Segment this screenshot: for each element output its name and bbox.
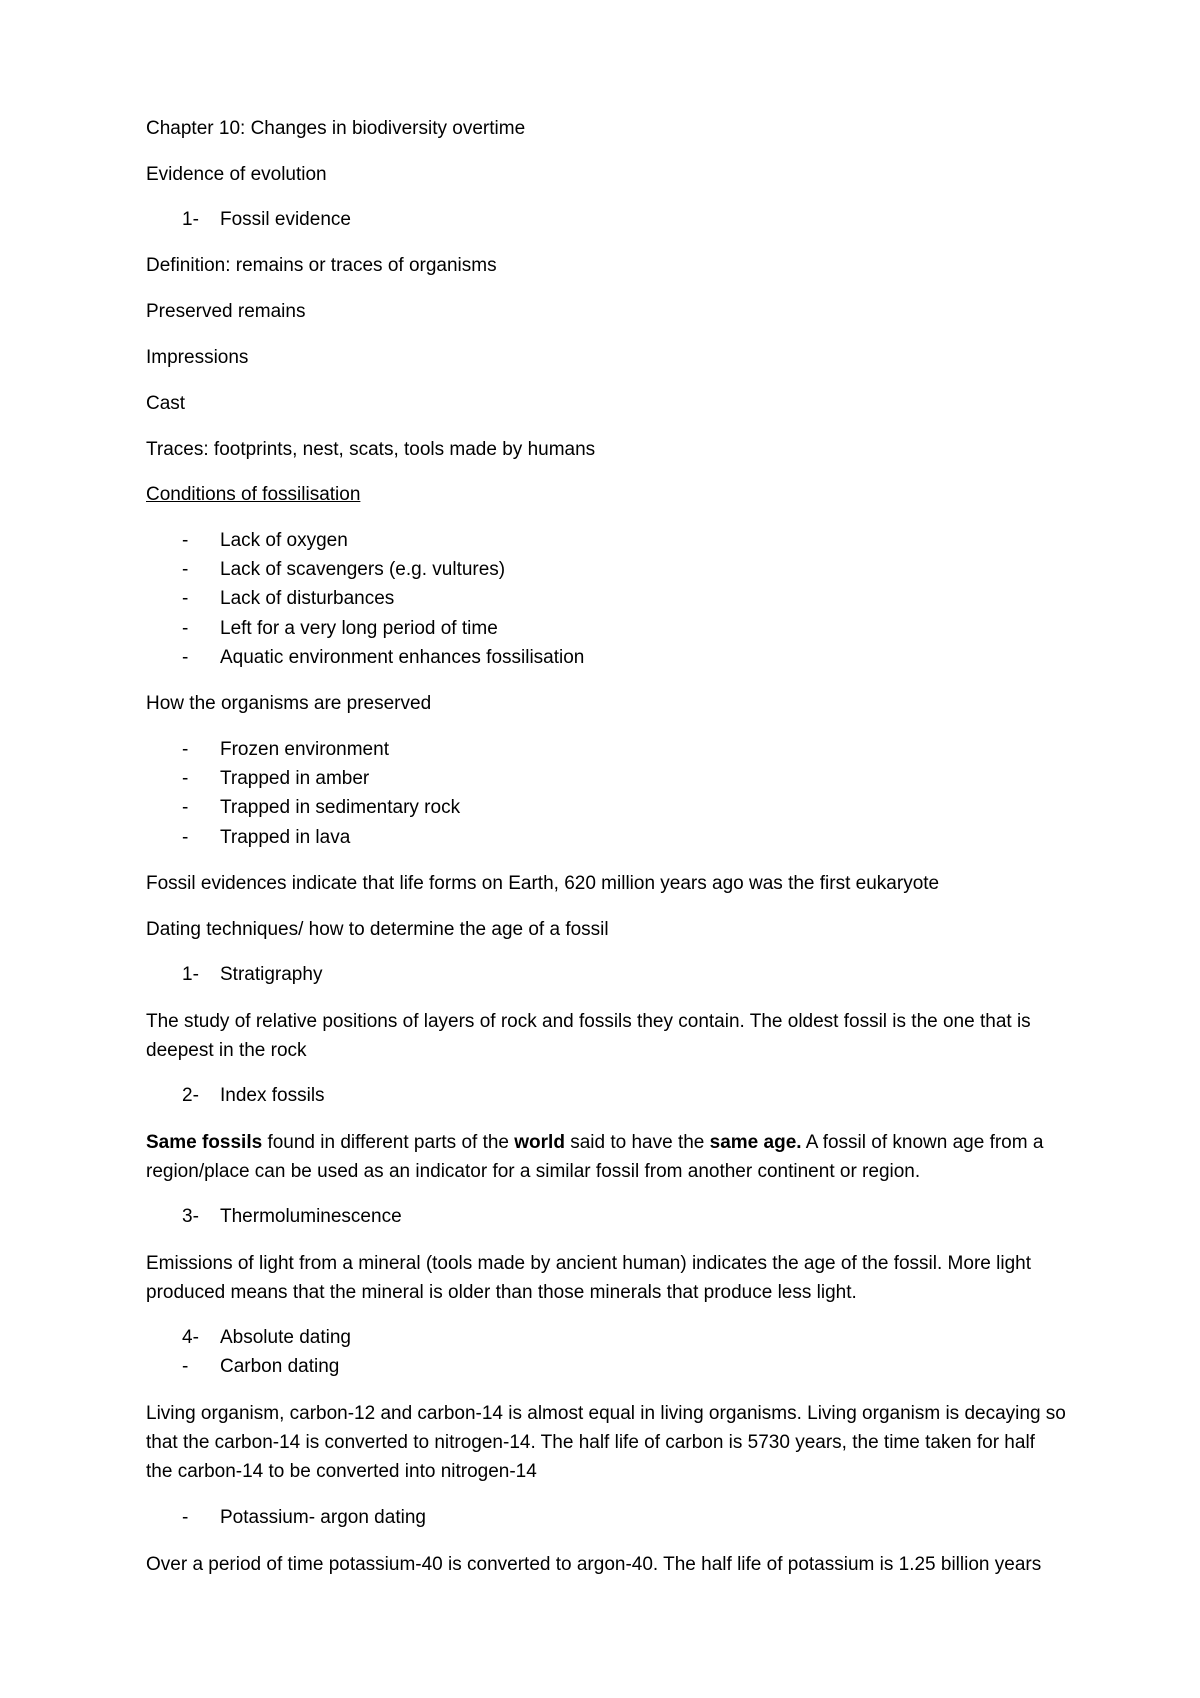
list-bullet: - (182, 739, 189, 760)
carbon-dating-paragraph: Living organism, carbon-12 and carbon-14 is almost equal in living organisms. Living organism is decaying so that the carbon-14 is converted to nitrogen-14. The half life of carbon is 5730 years, the time taken for half the carbon-14 to be converted into nitrogen-14 (146, 1403, 1066, 1482)
thermoluminescence-paragraph: Emissions of light from a mineral (tools made by ancient human) indicates the age of the fossil. More light produced means that the mineral is older than those minerals that produce less light. (146, 1253, 1031, 1303)
preserved-remains-line: Preserved remains (146, 301, 306, 322)
list-number: 3- (182, 1206, 199, 1227)
list-bullet: - (182, 559, 189, 580)
fossil-evidence-item (182, 208, 351, 232)
list-number: 4- (182, 1327, 199, 1348)
list-bullet: - (182, 1356, 189, 1377)
potassium-dating-item: - Potassium- argon dating (182, 1507, 426, 1528)
thermoluminescence-item: 3- Thermoluminescence (182, 1206, 402, 1227)
evidence-heading: Evidence of evolution (146, 164, 327, 185)
absolute-dating-item: 4- Absolute dating (182, 1327, 351, 1348)
definition-line: Definition: remains or traces of organisms (146, 255, 497, 276)
chapter-title: Chapter 10: Changes in biodiversity overtime (146, 118, 526, 139)
stratigraphy-item: 1- Stratigraphy (182, 964, 323, 985)
list-item: - Trapped in sedimentary rock (182, 797, 461, 818)
traces-line: Traces: footprints, nest, scats, tools made by humans (146, 439, 596, 460)
list-item: - Trapped in amber (182, 768, 370, 789)
list-number: 1- (182, 209, 199, 230)
list-item: - Lack of scavengers (e.g. vultures) (182, 559, 506, 580)
list-bullet: - (182, 797, 189, 818)
list-bullet: - (182, 1507, 189, 1528)
list-item: - Left for a very long period of time (182, 618, 498, 639)
list-bullet: - (182, 618, 189, 639)
dating-heading: Dating techniques/ how to determine the age of a fossil (146, 919, 609, 940)
cast-line: Cast (146, 393, 186, 414)
list-bullet: - (182, 768, 189, 789)
list-number: 1- (182, 964, 199, 985)
list-item: - Lack of oxygen (182, 530, 348, 551)
stratigraphy-paragraph: The study of relative positions of layers of rock and fossils they contain. The oldest fossil is the one that is deepest in the rock (146, 1011, 1031, 1061)
list-bullet: - (182, 827, 189, 848)
list-item: - Aquatic environment enhances fossilisation (182, 647, 585, 668)
list-bullet: - (182, 588, 189, 609)
fossil-evidence-label: Fossil evidence (220, 209, 351, 230)
list-item: - Lack of disturbances (182, 588, 395, 609)
list-item: - Trapped in lava (182, 827, 351, 848)
fossil-statement: Fossil evidences indicate that life forms on Earth, 620 million years ago was the first eukaryote (146, 873, 940, 894)
impressions-line: Impressions (146, 347, 249, 368)
list-bullet: - (182, 647, 189, 668)
list-bullet: - (182, 530, 189, 551)
list-item: - Frozen environment (182, 739, 389, 760)
potassium-dating-paragraph: Over a period of time potassium-40 is converted to argon-40. The half life of potassium is 1.25 billion years (146, 1554, 1042, 1575)
index-fossils-item: 2- Index fossils (182, 1085, 325, 1106)
index-fossils-paragraph: Same fossils found in different parts of the world said to have the same age. A fossil of known age from a region/place can be used as an indicator for a similar fossil from another continent or region. (146, 1132, 1044, 1182)
carbon-dating-item: - Carbon dating (182, 1356, 340, 1377)
conditions-heading: Conditions of fossilisation (146, 484, 361, 505)
preservation-heading: How the organisms are preserved (146, 693, 432, 714)
list-number: 2- (182, 1085, 199, 1106)
